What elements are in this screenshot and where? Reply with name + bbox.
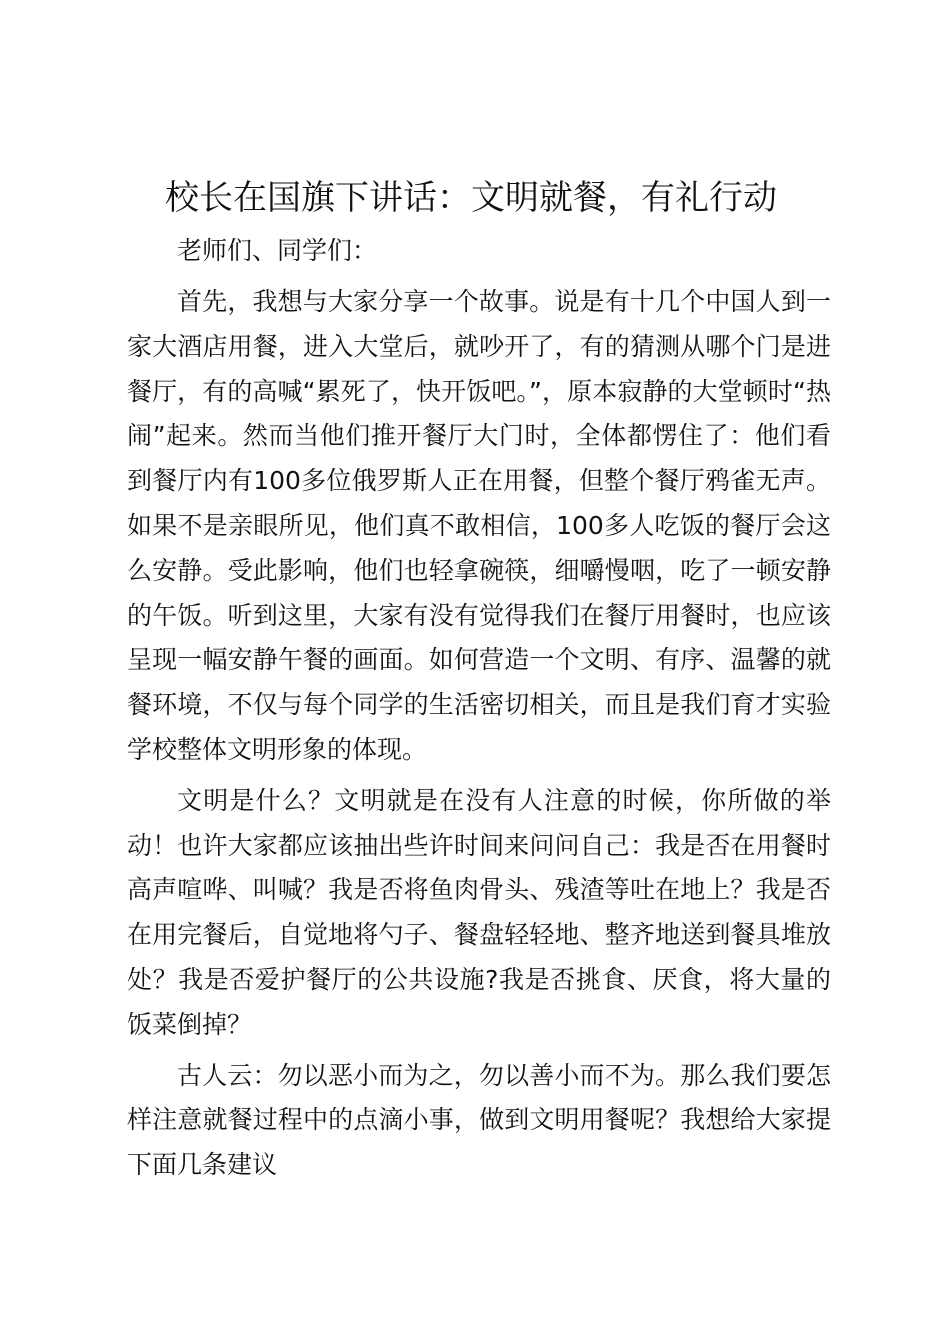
paragraph-proverb: 古人云：勿以恶小而为之，勿以善小而不为。那么我们要怎样注意就餐过程中的点滴小事，做到文明用餐呢？我想给大家提下面几条建议 [127, 1060, 831, 1180]
paragraph-story: 首先，我想与大家分享一个故事。说是有十几个中国人到一家大酒店用餐，进入大堂后，就吵开了，有的猜测从哪个门是进餐厅，有的高喊“累死了，快开饭吧。”，原本寂静的大堂顿时“热闹”起来。然而当他们推开餐厅大门时，全体都愣住了：他们看到餐厅内有100多位俄罗斯人正在用餐，但整个餐厅鸦雀无声。如果不是亲眼所见，他们真不敢相信，100多人吃饭的餐厅会这么安静。受此影响，他们也轻拿碗筷，细嚼慢咽，吃了一顿安静的午饭。听到这里，大家有没有觉得我们在餐厅用餐时，也应该呈现一幅安静午餐的画面。如何营造一个文明、有序、温馨的就餐环境，不仅与每个同学的生活密切相关，而且是我们育才实验学校整体文明形象的体现。 [127, 287, 831, 764]
document-title: 校长在国旗下讲话：文明就餐，有礼行动 [165, 178, 777, 218]
document-page [127, 168, 831, 1188]
paragraph-civility: 文明是什么？文明就是在没有人注意的时候，你所做的举动！也许大家都应该抽出些许时间来问问自己：我是否在用餐时高声喧哗、叫喊？我是否将鱼肉骨头、残渣等吐在地上？我是否在用完餐后，自觉地将勺子、餐盘轻轻地、整齐地送到餐具堆放处？我是否爱护餐厅的公共设施?我是否挑食、厌食，将大量的饭菜倒掉？ [127, 785, 831, 1039]
salutation: 老师们、同学们： [177, 236, 378, 265]
